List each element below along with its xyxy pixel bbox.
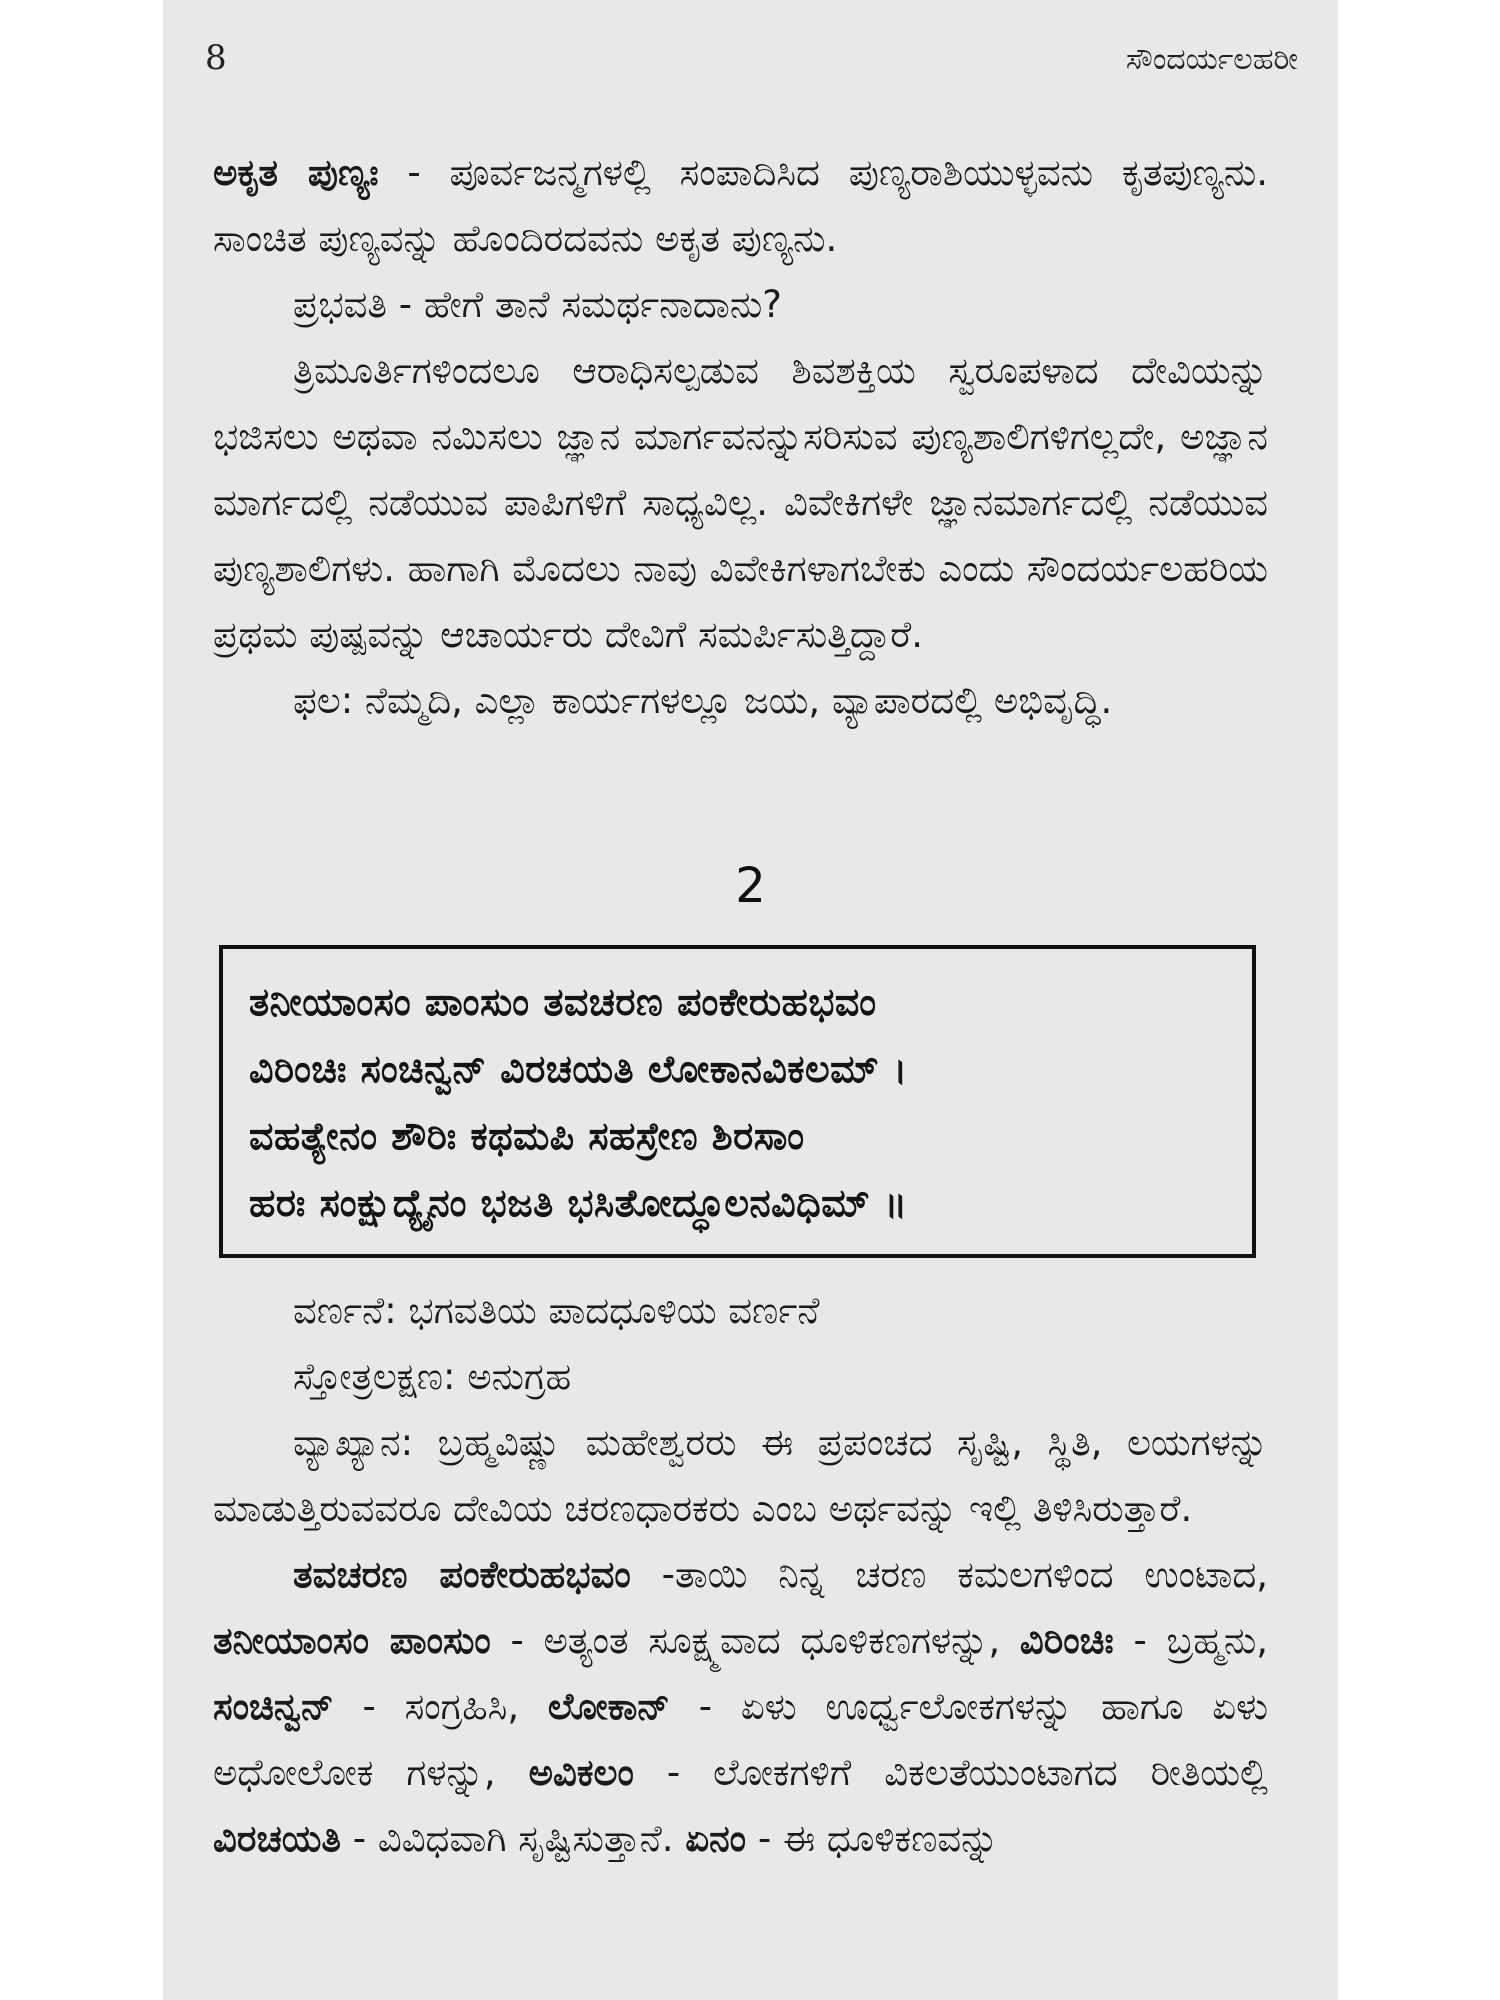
term-virinchi: ವಿರಿಂಚಿಃ (1019, 1619, 1114, 1662)
verse-line: ವಿರಿಂಚಿಃ ಸಂಚಿನ್ವನ್ ವಿರಚಯತಿ ಲೋಕಾನವಿಕಲಮ್ । (249, 1047, 908, 1091)
verse-line: ವಹತ್ಯೇನಂ ಶೌರಿಃ ಕಥಮಪಿ ಸಹಸ್ರೇಣ ಶಿರಸಾಂ (249, 1114, 805, 1158)
meaning-taniyamsam: - ಅತ್ಯಂತ ಸೂಕ್ಷ್ಮವಾದ ಧೂಳಿಕಣಗಳನ್ನು, (490, 1619, 1020, 1662)
commentary-lower (213, 1278, 1268, 1872)
term-virachayati: ವಿರಚಯತಿ (213, 1817, 341, 1860)
paragraph-varnane: ವರ್ಣನೆ: ಭಗವತಿಯ ಪಾದಧೂಳಿಯ ವರ್ಣನೆ (293, 1289, 820, 1332)
meaning-lokan: - ಏಳು ಊರ್ಧ್ವಲೋಕಗಳನ್ನು ಹಾಗೂ ಏಳು ಅಧೋಲೋಕ ಗಳನ್ನು, (213, 1685, 1268, 1794)
term-lokan: ಲೋಕಾನ್ (547, 1685, 670, 1728)
meaning-virachayati: - ವಿವಿಧವಾಗಿ ಸೃಷ್ಟಿಸುತ್ತಾನೆ. (340, 1817, 686, 1860)
paragraph-stotra-lakshana: ಸ್ತೋತ್ರಲಕ್ಷಣ: ಅನುಗ್ರಹ (293, 1355, 572, 1398)
paragraph-phala: ಫಲ: ನೆಮ್ಮದಿ, ಎಲ್ಲಾ ಕಾರ್ಯಗಳಲ್ಲೂ ಜಯ, ವ್ಯಾಪಾರದಲ್ಲಿ ಅಭಿವೃದ್ಧಿ. (293, 679, 1113, 722)
commentary-upper (213, 140, 1268, 734)
term-taniyamsam: ತನೀಯಾಂಸಂ ಪಾಂಸುಂ (213, 1619, 491, 1662)
paragraph-word-meanings (213, 1542, 1268, 1872)
meaning-virinchi: - ಬ್ರಹ್ಮನು, (1113, 1619, 1268, 1662)
page-number: 8 (205, 38, 227, 78)
page-header (205, 38, 1298, 88)
term-tavacharana: ತವಚರಣ ಪಂಕೇರುಹಭವಂ (293, 1553, 631, 1596)
term-enam: ಏನಂ (685, 1817, 747, 1860)
paragraph-vyakhyana: ವ್ಯಾಖ್ಯಾನ: ಬ್ರಹ್ಮವಿಷ್ಣು ಮಹೇಶ್ವರರು ಈ ಪ್ರಪಂಚದ ಸೃಷ್ಟಿ, ಸ್ಥಿತಿ, ಲಯಗಳನ್ನು ಮಾಡುತ್ತಿರುವವರೂ ದೇವಿಯ ಚರಣಧಾರಕರು ಎಂಬ ಅರ್ಥವನ್ನು ಇಲ್ಲಿ ತಿಳಿಸಿರುತ್ತಾರೆ. (213, 1421, 1268, 1530)
section-number: 2 (735, 858, 766, 914)
book-page (163, 0, 1338, 2000)
paragraph-prabhavati: ಪ್ರಭವತಿ - ಹೇಗೆ ತಾನೆ ಸಮರ್ಥನಾದಾನು? (293, 283, 782, 326)
running-title: ಸೌಂದರ್ಯಲಹರೀ (1125, 42, 1298, 77)
text-akruta-punya: - ಪೂರ್ವಜನ್ಮಗಳಲ್ಲಿ ಸಂಪಾದಿಸಿದ ಪುಣ್ಯರಾಶಿಯುಳ್ಳವನು ಕೃತಪುಣ್ಯನು. ಸಾಂಚಿತ ಪುಣ್ಯವನ್ನು ಹೊಂದಿರದವನು ಅಕೃತ ಪುಣ್ಯನು. (213, 151, 1268, 260)
term-akruta-punya: ಅಕೃತ ಪುಣ್ಯಃ (213, 151, 379, 194)
meaning-enam: - ಈ ಧೂಳಿಕಣವನ್ನು (746, 1817, 999, 1860)
verse-line: ಹರಃ ಸಂಕ್ಷುದ್ಯೈನಂ ಭಜತಿ ಭಸಿತೋದ್ಧೂಲನವಿಧಿಮ್ ॥ (249, 1181, 908, 1225)
meaning-sanchinvan: - ಸಂಗ್ರಹಿಸಿ, (333, 1685, 548, 1728)
term-sanchinvan: ಸಂಚಿನ್ವನ್ (213, 1685, 334, 1728)
paragraph-trimurti: ತ್ರಿಮೂರ್ತಿಗಳಿಂದಲೂ ಆರಾಧಿಸಲ್ಪಡುವ ಶಿವಶಕ್ತಿಯ ಸ್ವರೂಪಳಾದ ದೇವಿಯನ್ನು ಭಜಿಸಲು ಅಥವಾ ನಮಿಸಲು ಜ್ಞಾನ ಮಾರ್ಗವನನ್ನುಸರಿಸುವ ಪುಣ್ಯಶಾಲಿಗಳಿಗಲ್ಲದೇ, ಅಜ್ಞಾನ ಮಾರ್ಗದಲ್ಲಿ ನಡೆಯುವ ಪಾಪಿಗಳಿಗೆ ಸಾಧ್ಯವಿಲ್ಲ. ವಿವೇಕಿಗಳೇ ಜ್ಞಾನಮಾರ್ಗದಲ್ಲಿ ನಡೆಯುವ ಪುಣ್ಯಶಾಲಿಗಳು. ಹಾಗಾಗಿ ಮೊದಲು ನಾವು ವಿವೇಕಿಗಳಾಗಬೇಕು ಎಂದು ಸೌಂದರ್ಯಲಹರಿಯ ಪ್ರಥಮ ಪುಷ್ಪವನ್ನು ಆಚಾರ್ಯರು ದೇವಿಗೆ ಸಮರ್ಪಿಸುತ್ತಿದ್ದಾರೆ. (213, 349, 1268, 656)
meaning-avikalam: - ಲೋಕಗಳಿಗೆ ವಿಕಲತೆಯುಂಟಾಗದ ರೀತಿಯಲ್ಲಿ (633, 1751, 1268, 1794)
paragraph-akruta-punya (213, 140, 1268, 272)
verse-box (219, 945, 1256, 1258)
term-avikalam: ಅವಿಕಲಂ (528, 1751, 634, 1794)
meaning-tavacharana: -ತಾಯಿ ನಿನ್ನ ಚರಣ ಕಮಲಗಳಿಂದ ಉಂಟಾದ, (630, 1553, 1268, 1596)
verse-line: ತನೀಯಾಂಸಂ ಪಾಂಸುಂ ತವಚರಣ ಪಂಕೇರುಹಭವಂ (249, 980, 877, 1024)
